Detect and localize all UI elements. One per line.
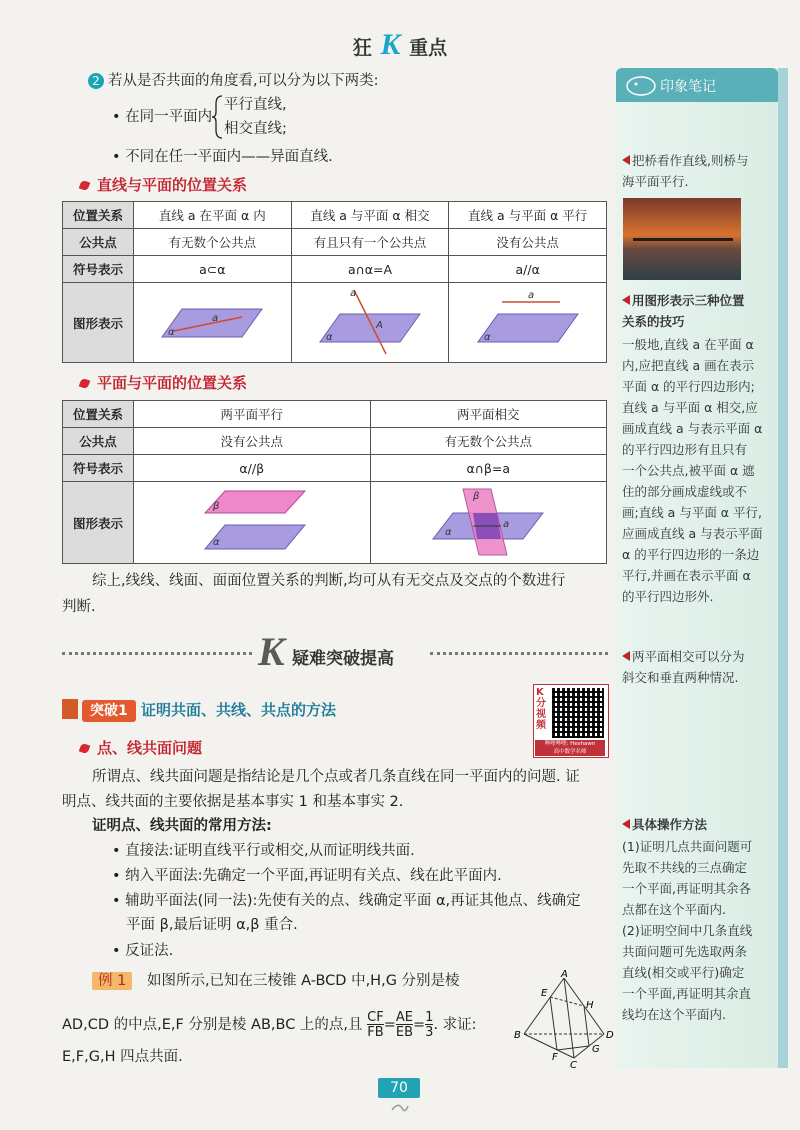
- note-line: 平行,并画在表示平面 α: [622, 568, 751, 583]
- break-heading: [82, 699, 336, 720]
- example-text2b: . 求证:: [433, 1017, 477, 1033]
- note-line: 共面问题可先选取两条: [622, 944, 748, 959]
- methods-title: 证明点、线共面的常用方法:: [92, 818, 272, 834]
- label-alpha: α: [325, 332, 333, 343]
- swirl-icon: [390, 1102, 410, 1116]
- vertex-h: H: [586, 1000, 594, 1011]
- row-header: 图形表示: [63, 283, 134, 363]
- table-cell: 有无数个公共点: [134, 229, 292, 256]
- row-header: 符号表示: [63, 256, 134, 283]
- break-tag: 突破1: [82, 700, 136, 722]
- method-contradiction-text: 反证法.: [125, 943, 174, 959]
- figure-planes-parallel: [134, 482, 371, 564]
- note-line: 一个平面,再证明其余各: [622, 881, 751, 896]
- note-line: (1)证明几点共面问题可: [622, 839, 753, 854]
- note-line: 应画成直线 a 与表示平面: [622, 526, 763, 541]
- book-icon: [62, 699, 78, 719]
- frac-den: EB: [395, 1025, 414, 1040]
- qr-code-icon[interactable]: [552, 688, 604, 738]
- example-tag: 例 1: [92, 972, 132, 990]
- example-line2: [62, 1010, 477, 1040]
- section-coplanar: [80, 737, 202, 758]
- note-technique-title2: 关系的技巧: [622, 314, 685, 329]
- table-row: [63, 401, 607, 428]
- row-header: 公共点: [63, 428, 134, 455]
- example-text1: 如图所示,已知在三棱锥 A-BCD 中,H,G 分别是棱: [146, 973, 460, 989]
- intro-line: [88, 70, 379, 92]
- method-auxiliary-text: 辅助平面法(同一法):先使有关的点、线确定平面 α,再证其他点、线确定: [125, 893, 581, 909]
- frac-den: FB: [367, 1025, 384, 1040]
- table-cell: 直线 a 与平面 α 相交: [291, 202, 449, 229]
- header-left: 狂: [352, 37, 372, 59]
- table-row: [63, 428, 607, 455]
- figure-line-parallel-plane: [449, 283, 607, 363]
- frac-num: AE: [395, 1010, 413, 1025]
- qr-caption: [535, 740, 605, 756]
- note-marker-icon: [622, 819, 630, 829]
- section-coplanar-title: 点、线共面问题: [97, 739, 203, 757]
- table-cell: a∩α=A: [291, 256, 449, 283]
- note-intersect: [622, 646, 774, 688]
- section-line-plane: [80, 174, 247, 195]
- table-row: [63, 482, 607, 564]
- equals-sign: =: [413, 1017, 426, 1033]
- break-title: 证明共面、共线、共点的方法: [140, 701, 336, 719]
- note-technique-body: [622, 334, 774, 607]
- note-marker-icon: [622, 155, 630, 165]
- table-cell: 没有公共点: [134, 428, 371, 455]
- table-cell: a//α: [449, 256, 607, 283]
- table-cell: 有无数个公共点: [370, 428, 607, 455]
- intersecting-lines-text: 相交直线;: [224, 121, 287, 137]
- qr-k-icon: K: [536, 687, 544, 698]
- note-line: (2)证明空间中几条直线: [622, 923, 753, 938]
- divider-right: [430, 652, 608, 655]
- frac-num: 1: [425, 1010, 434, 1025]
- row-header: 位置关系: [63, 401, 134, 428]
- note-marker-icon: [622, 295, 630, 305]
- note-line: 线均在这个平面内.: [622, 1007, 726, 1022]
- note-line: 画;直线 a 与平面 α 平行,: [622, 505, 762, 520]
- note-line: 的平行四边形有且只有: [622, 442, 748, 457]
- banner-title: 疑难突破提高: [292, 649, 394, 669]
- method-direct: • 直接法:证明直线平行或相交,从而证明线共面.: [112, 843, 415, 859]
- note-bridge: [622, 150, 774, 192]
- qr-caption1: 哔哩哔哩: Heshawn: [544, 741, 596, 747]
- bullet-skew: • 不同在任一平面内——异面直线.: [112, 149, 333, 165]
- table-cell: 直线 a 与平面 α 平行: [449, 202, 607, 229]
- figure-planes-intersecting: [370, 482, 607, 564]
- note-line: 一个公共点,被平面 α 遮: [622, 463, 755, 478]
- table-row: [63, 455, 607, 482]
- number-badge-icon: 2: [88, 73, 104, 89]
- figure-line-intersects-plane: [291, 283, 449, 363]
- label-a: a: [349, 288, 357, 299]
- frac-num: CF: [367, 1010, 384, 1025]
- k-logo-icon: K: [380, 28, 401, 61]
- table-cell: 两平面平行: [134, 401, 371, 428]
- summary-line1: 综上,线线、线面、面面位置关系的判断,均可从有无交点及交点的个数进行: [92, 573, 566, 589]
- table-row: [63, 256, 607, 283]
- note-line: 一个平面,再证明其余直: [622, 986, 751, 1001]
- note-technique-title1: 用图形表示三种位置: [632, 293, 745, 308]
- notes-title: 印象笔记: [660, 79, 716, 95]
- qr-video-label: [536, 687, 548, 731]
- bridge-deck: [633, 238, 733, 241]
- vertex-f: F: [552, 1052, 558, 1063]
- note-line: 直线(相交或平行)确定: [622, 965, 745, 980]
- running-header: [0, 28, 800, 62]
- note-line: 住的部分画成虚线或不: [622, 484, 748, 499]
- vertex-d: D: [606, 1030, 614, 1041]
- note-operation-body: [622, 836, 774, 1025]
- label-point-a: A: [375, 320, 383, 331]
- table-row: [63, 283, 607, 363]
- note-line: 直线 a 与平面 α 相交,应: [622, 400, 758, 415]
- note-line: 先取不共线的三点确定: [622, 860, 748, 875]
- table-row: [63, 229, 607, 256]
- fraction-cf-fb: [367, 1010, 384, 1040]
- line-plane-table: [62, 201, 607, 363]
- row-header: 图形表示: [63, 482, 134, 564]
- label-a: a: [503, 519, 510, 530]
- table-cell: 两平面相交: [370, 401, 607, 428]
- note-marker-icon: [622, 651, 630, 661]
- para-line1: 所谓点、线共面问题是指结论是几个点或者几条直线在同一平面内的问题. 证: [92, 769, 580, 785]
- table-row: [63, 202, 607, 229]
- bullet-coplanar-label: 在同一平面内: [125, 109, 213, 125]
- vertex-c: C: [570, 1060, 577, 1071]
- fraction-ae-eb: [396, 1010, 413, 1040]
- label-beta: β: [473, 491, 480, 502]
- label-alpha: α: [483, 332, 491, 343]
- table-cell: 没有公共点: [449, 229, 607, 256]
- notes-header: [616, 68, 778, 102]
- qr-label: 分视频: [536, 698, 546, 731]
- note-operation-title: [622, 814, 774, 835]
- note-intersect-text2: 斜交和垂直两种情况.: [622, 670, 739, 685]
- method-contradiction: • 反证法.: [112, 943, 174, 959]
- pyramid-figure: [512, 970, 612, 1070]
- note-technique-title: [622, 290, 774, 332]
- table-cell: α//β: [134, 455, 371, 482]
- table-cell: α∩β=a: [370, 455, 607, 482]
- summary-line2: 判断.: [62, 599, 96, 615]
- intro-text: 若从是否共面的角度看,可以分为以下两类:: [108, 73, 379, 89]
- sidebar-edge: [778, 68, 788, 1068]
- bullet-coplanar: • 在同一平面内: [112, 109, 213, 125]
- note-bridge-text1: 把桥看作直线,则桥与: [632, 153, 749, 168]
- label-alpha: α: [212, 537, 220, 548]
- leaf-icon: [79, 180, 91, 192]
- figure-line-in-plane: [134, 283, 292, 363]
- vertex-b: B: [514, 1030, 521, 1041]
- method-include: • 纳入平面法:先确定一个平面,再证明有关点、线在此平面内.: [112, 868, 502, 884]
- section-plane-plane-title: 平面与平面的位置关系: [97, 374, 248, 392]
- label-alpha: α: [445, 527, 452, 538]
- note-line: 画成直线 a 与表示平面 α: [622, 421, 763, 436]
- vertex-g: G: [592, 1044, 600, 1055]
- frac-den: 3: [425, 1025, 434, 1040]
- plane-plane-table: [62, 400, 607, 564]
- method-direct-text: 直接法:证明直线平行或相交,从而证明线共面.: [125, 843, 415, 859]
- example-text2: AD,CD 的中点,E,F 分别是棱 AB,BC 上的点,且: [62, 1017, 363, 1033]
- label-a: a: [527, 290, 534, 301]
- row-header: 位置关系: [63, 202, 134, 229]
- label-beta: β: [212, 501, 220, 512]
- method-auxiliary-cont: 平面 β,最后证明 α,β 重合.: [126, 917, 298, 933]
- label-alpha: α: [168, 327, 175, 338]
- leaf-icon: [79, 378, 91, 390]
- table-cell: a⊂α: [134, 256, 292, 283]
- banner-k-icon: K: [258, 629, 285, 674]
- note-operation-title-text: 具体操作方法: [632, 817, 708, 832]
- vertex-e: E: [541, 988, 548, 999]
- table-cell: 直线 a 在平面 α 内: [134, 202, 292, 229]
- row-header: 符号表示: [63, 455, 134, 482]
- example-line3: E,F,G,H 四点共面.: [62, 1049, 183, 1065]
- example-line1: [92, 970, 460, 992]
- note-intersect-text1: 两平面相交可以分为: [632, 649, 745, 664]
- bullet-skew-text: 不同在任一平面内——异面直线.: [125, 149, 333, 165]
- note-bridge-text2: 海平面平行.: [622, 174, 689, 189]
- note-line: 的平行四边形外.: [622, 589, 714, 604]
- table-cell: 有且只有一个公共点: [291, 229, 449, 256]
- divider-left: [62, 652, 252, 655]
- leaf-icon: [79, 743, 91, 755]
- row-header: 公共点: [63, 229, 134, 256]
- method-auxiliary: • 辅助平面法(同一法):先使有关的点、线确定平面 α,再证其他点、线确定: [112, 893, 581, 909]
- bridge-photo: [623, 198, 741, 280]
- note-line: 内,应把直线 a 画在表示: [622, 358, 755, 373]
- label-a: a: [212, 313, 219, 324]
- parallel-lines-text: 平行直线,: [224, 97, 287, 113]
- qr-caption2: 高中数学名师: [553, 749, 587, 755]
- note-line: α 的平行四边形的一条边: [622, 547, 760, 562]
- para-line2: 明点、线共面的主要依据是基本事实 1 和基本事实 2.: [62, 794, 404, 810]
- page-number: 70: [378, 1078, 420, 1098]
- note-line: 平面 α 的平行四边形内;: [622, 379, 755, 394]
- note-line: 点都在这个平面内.: [622, 902, 726, 917]
- brace-icon: [212, 94, 224, 140]
- note-line: 一般地,直线 a 在平面 α: [622, 337, 754, 352]
- elephant-icon: [624, 74, 658, 96]
- section-line-plane-title: 直线与平面的位置关系: [97, 176, 248, 194]
- qr-video-card[interactable]: [533, 684, 609, 758]
- section-plane-plane: [80, 372, 247, 393]
- vertex-a: A: [561, 969, 568, 980]
- method-include-text: 纳入平面法:先确定一个平面,再证明有关点、线在此平面内.: [125, 868, 502, 884]
- equals-sign: =: [383, 1017, 396, 1033]
- header-right: 重点: [409, 37, 448, 59]
